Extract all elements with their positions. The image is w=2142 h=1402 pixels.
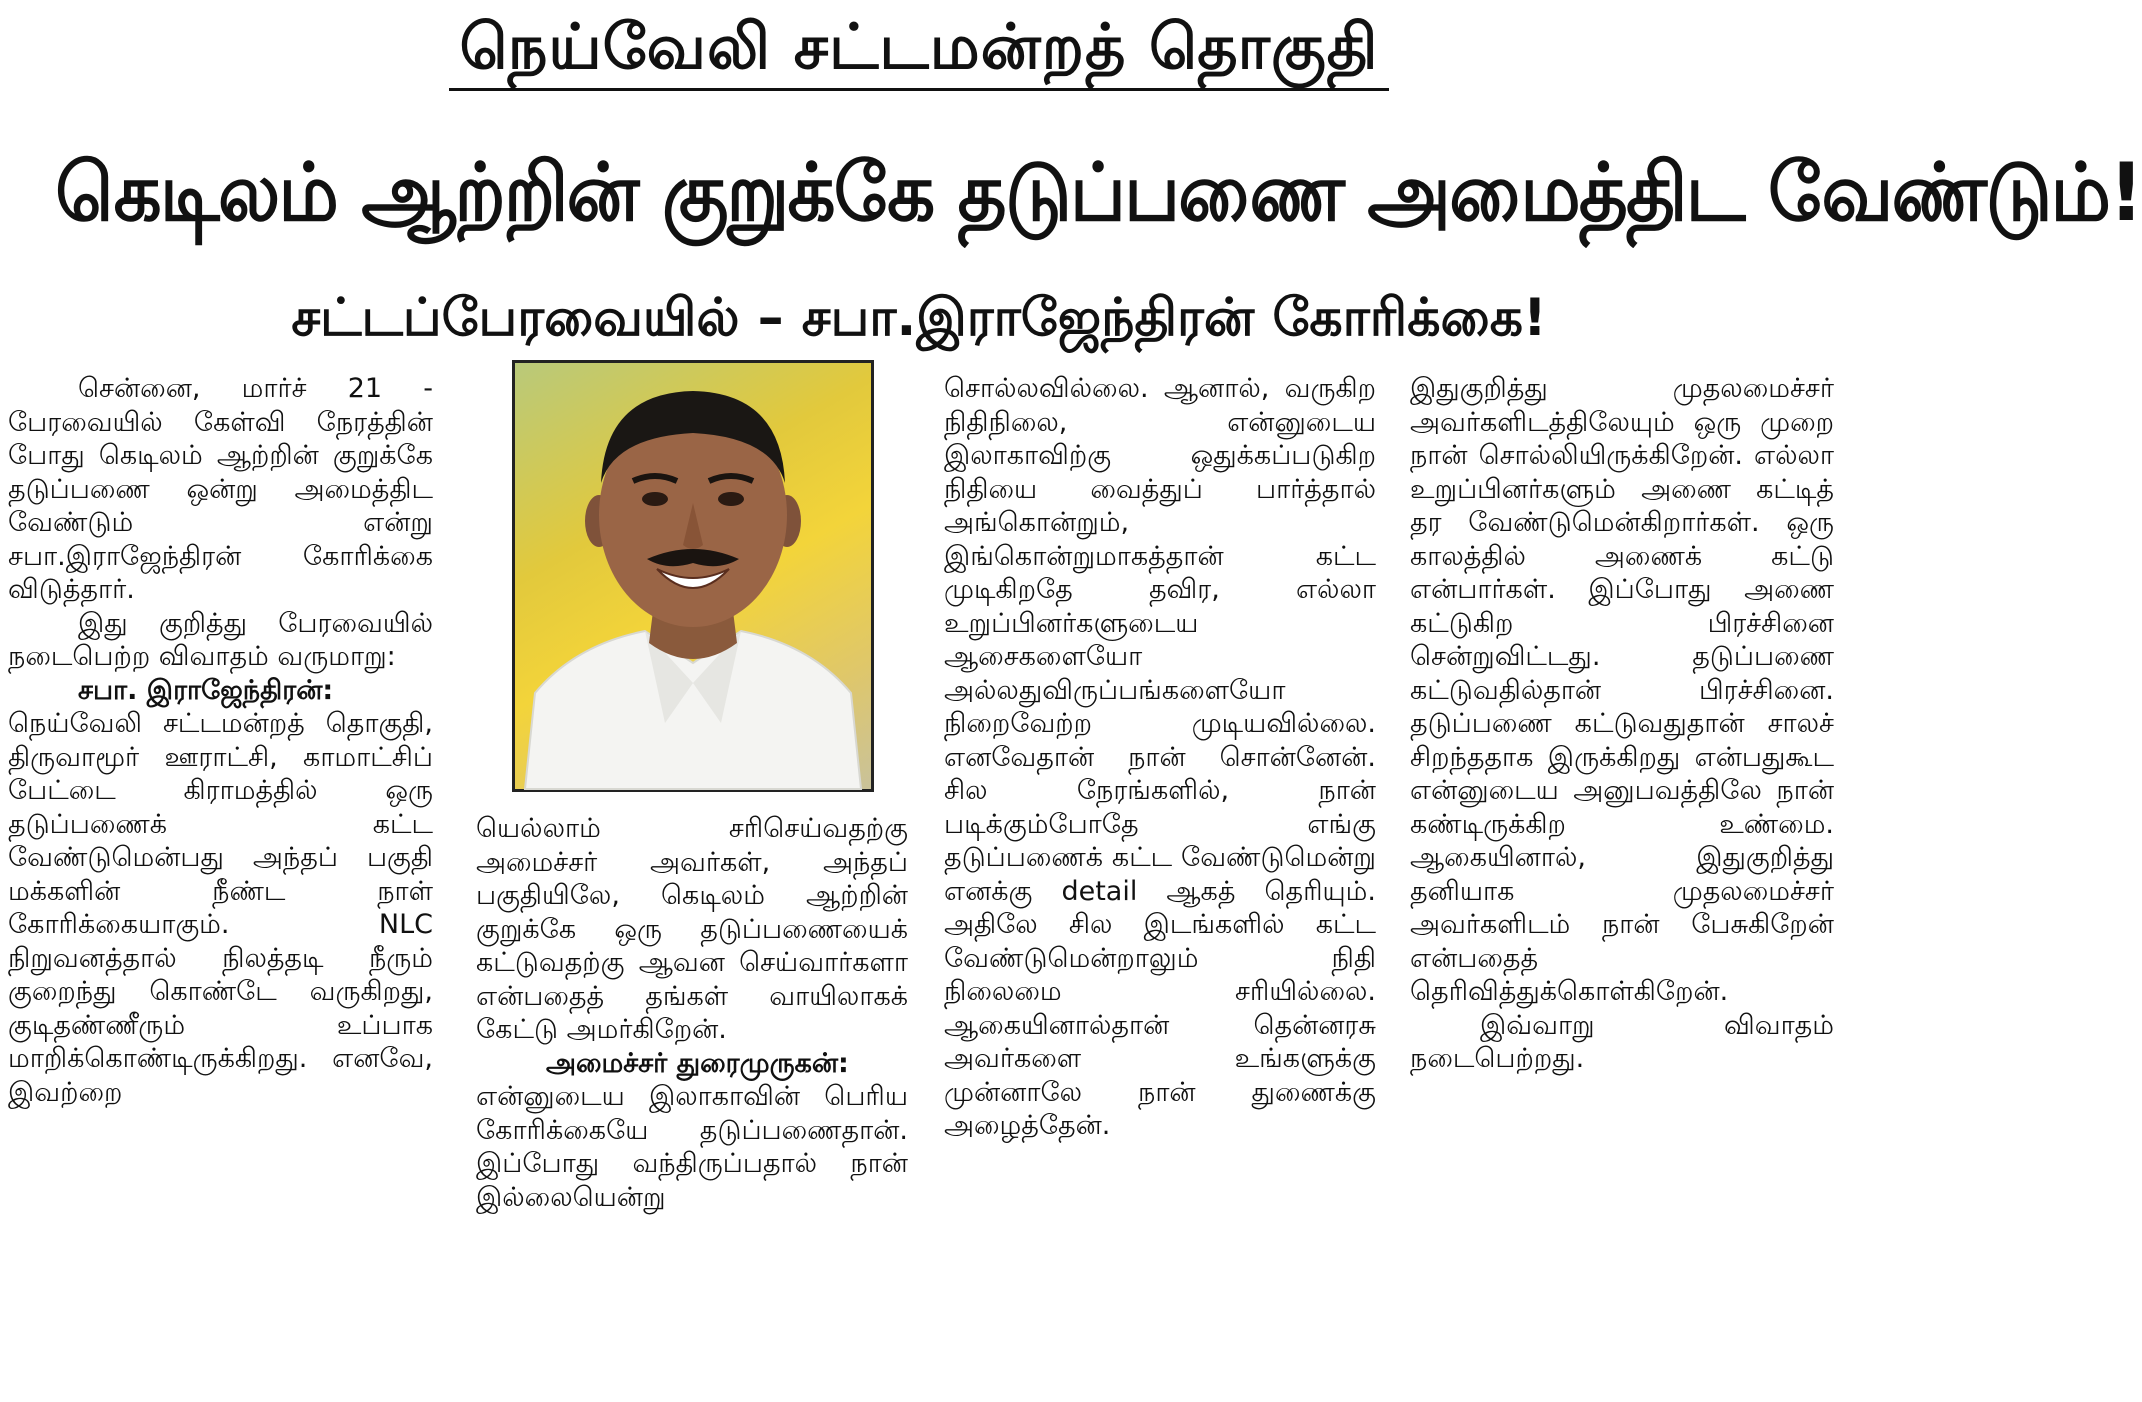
headline: கெடிலம் ஆற்றின் குறுக்கே தடுப்பணை அமைத்திட வேண்டும்!	[55, 146, 2142, 239]
paragraph: என்னுடைய இலாகாவின் பெரிய கோரிக்கையே தடுப்பணைதான். இப்போது வந்திருப்பதால் நான் இல்லையென்று	[476, 1081, 908, 1213]
subheadline: சட்டப்பேரவையில் – சபா.இராஜேந்திரன் கோரிக்கை!	[291, 288, 1547, 348]
paragraph: சொல்லவில்லை. ஆனால், வருகிற நிதிநிலை, என்னுடைய இலாகாவிற்கு ஒதுக்கப்படுகிற நிதியை வைத்துப் பார்த்தால் அங்கொன்றும், இங்கொன்றுமாகத்தான் கட்ட முடிகிறதே தவிர, எல்லா உறுப்பினர்களுடைய ஆசைகளையோ அல்லதுவிருப்பங்களையோ நிறைவேற்ற முடியவில்லை. எனவேதான் நான் சொன்னேன். சில நேரங்களில், நான் படிக்கும்போதே எங்கு தடுப்பணைக் கட்ட வேண்டுமென்று எனக்கு detail ஆகத் தெரியும். அதிலே சில இடங்களில் கட்ட வேண்டுமென்றாலும் நிதி நிலைமை சரியில்லை. ஆகையினால்தான் தென்னரசு அவர்களை உங்களுக்கு முன்னாலே நான் துணைக்கு அழைத்தேன்.	[944, 373, 1376, 1141]
paragraph: இது குறித்து பேரவையில் நடைபெற்ற விவாதம் வருமாறு:	[8, 607, 433, 672]
portrait-photo-icon	[515, 363, 871, 789]
paragraph: சென்னை, மார்ச் 21 - பேரவையில் கேள்வி நேரத்தின் போது கெடிலம் ஆற்றின் குறுக்கே தடுப்பணை ஒன்று அமைத்திட வேண்டும் என்று சபா.இராஜேந்திரன் கோரிக்கை விடுத்தார்.	[8, 373, 433, 605]
portrait-photo	[512, 360, 874, 792]
article-column-2	[476, 812, 908, 1397]
kicker-wrap	[0, 6, 1838, 91]
article-column-4	[1410, 372, 1834, 1397]
paragraph: இவ்வாறு விவாதம் நடைபெற்றது.	[1410, 1009, 1834, 1074]
speaker-label: அமைச்சர் துரைமுருகன்:	[546, 1047, 849, 1079]
kicker-title: நெய்வேலி சட்டமன்றத் தொகுதி	[449, 6, 1388, 91]
article-column-3	[944, 372, 1376, 1397]
paragraph: நெய்வேலி சட்டமன்றத் தொகுதி, திருவாமூர் ஊராட்சி, காமாட்சிப் பேட்டை கிராமத்தில் ஒரு தடுப்பணைக் கட்ட வேண்டுமென்பது அந்தப் பகுதி மக்களின் நீண்ட நாள் கோரிக்கையாகும். NLC நிறுவனத்தால் நிலத்தடி நீரும் குறைந்து கொண்டே வருகிறது, குடிதண்ணீரும் உப்பாக மாறிக்கொண்டிருக்கிறது. எனவே, இவற்றை	[8, 708, 433, 1108]
article-column-1	[8, 372, 433, 1397]
paragraph: யெல்லாம் சரிசெய்வதற்கு அமைச்சர் அவர்கள், அந்தப் பகுதியிலே, கெடிலம் ஆற்றின் குறுக்கே ஒரு தடுப்பணையைக் கட்டுவதற்கு ஆவன செய்வார்களா என்பதைத் தங்கள் வாயிலாகக் கேட்டு அமர்கிறேன்.	[476, 813, 908, 1045]
speaker-label: சபா. இராஜேந்திரன்:	[78, 674, 334, 706]
paragraph: இதுகுறித்து முதலமைச்சர் அவர்களிடத்திலேயும் ஒரு முறை நான் சொல்லியிருக்கிறேன். எல்லா உறுப்பினர்களும் அணை கட்டித் தர வேண்டுமென்கிறார்கள். ஒரு காலத்தில் அணைக் கட்டு என்பார்கள். இப்போது அணை கட்டுகிற பிரச்சினை சென்றுவிட்டது. தடுப்பணை கட்டுவதில்தான் பிரச்சினை. தடுப்பணை கட்டுவதுதான் சாலச் சிறந்ததாக இருக்கிறது என்பதுகூட என்னுடைய அனுபவத்திலே நான் கண்டிருக்கிற உண்மை. ஆகையினால், இதுகுறித்து தனியாக முதலமைச்சர் அவர்களிடம் நான் பேசுகிறேன் என்பதைத் தெரிவித்துக்கொள்கிறேன்.	[1410, 373, 1834, 1007]
